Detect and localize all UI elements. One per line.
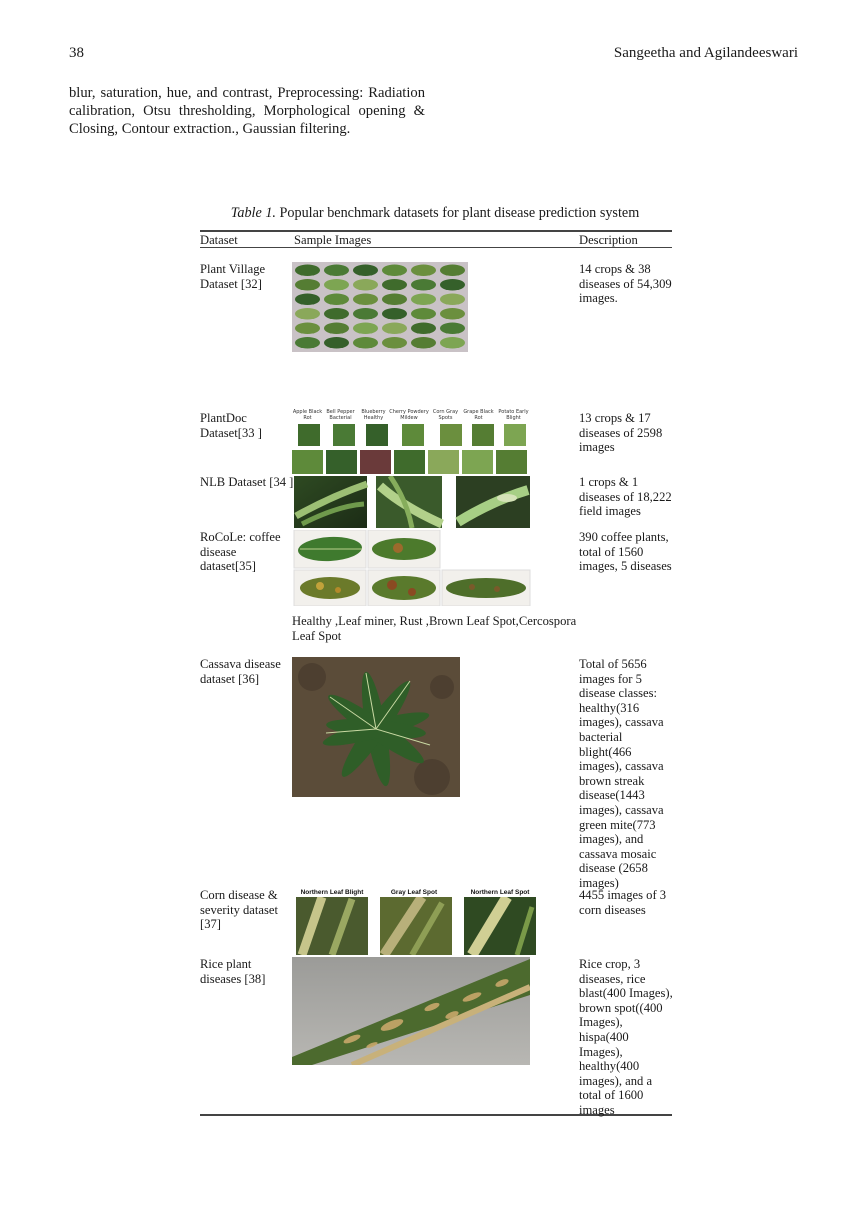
plantdoc-thumbnail	[504, 424, 526, 446]
plantdoc-thumbnail	[496, 450, 527, 474]
plantdoc-photo-strip	[292, 424, 532, 474]
table-top-rule	[200, 230, 672, 232]
leaf-thumbnail	[440, 294, 465, 306]
plantdoc-label: Corn Gray Spots	[432, 409, 459, 421]
plantdoc-thumbnail	[462, 450, 493, 474]
plantdoc-label: Blueberry Healthy	[361, 409, 386, 421]
leaf-thumbnail	[353, 323, 378, 335]
page-number: 38	[69, 45, 84, 61]
column-header-dataset: Dataset	[200, 233, 238, 247]
plantdoc-thumbnail	[292, 450, 323, 474]
leaf-thumbnail	[411, 323, 436, 335]
leaf-thumbnail	[411, 279, 436, 291]
rice-sample-image	[292, 957, 530, 1065]
running-header-authors: Sangeetha and Agilandeeswari	[613, 45, 798, 61]
leaf-thumbnail	[324, 294, 349, 306]
leaf-thumbnail	[295, 265, 320, 277]
table-caption-label: Table 1.	[230, 205, 276, 221]
row-plant-village-dataset: Plant Village Dataset [32]	[200, 262, 266, 291]
row-rocole-description: 390 coffee plants, total of 1560 images, 5 diseases	[579, 530, 672, 574]
row-cassava-description: Total of 5656 images for 5 disease classes: healthy(316 images), cassava bacterial blight(466 images), cassava brown streak disease(1443 images), cassava green mite(773 images), and cassava mosaic disease (2658 images)	[579, 657, 664, 890]
leaf-thumbnail	[353, 265, 378, 277]
leaf-thumbnail	[295, 323, 320, 335]
leaf-thumbnail	[382, 337, 407, 349]
corn-sample-images	[292, 887, 538, 955]
row-corn-description: 4455 images of 3 corn diseases	[579, 888, 667, 917]
leaf-thumbnail	[324, 323, 349, 335]
leaf-thumbnail	[440, 323, 465, 335]
plantdoc-label: Grape Black Rot	[463, 409, 494, 421]
row-rocole-dataset: RoCoLe: coffee disease dataset[35]	[200, 530, 281, 574]
rocole-image-caption: Healthy ,Leaf miner, Rust ,Brown Leaf Spot,Cercospora Leaf Spot	[292, 614, 577, 643]
leaf-thumbnail	[295, 337, 320, 349]
leaf-thumbnail	[382, 294, 407, 306]
corn-label: Gray Leaf Spot	[390, 889, 438, 896]
corn-photo-strip	[292, 897, 538, 955]
column-header-sample-images: Sample Images	[294, 233, 372, 247]
leaf-thumbnail	[295, 308, 320, 320]
column-header-description: Description	[579, 233, 638, 247]
row-rice-dataset: Rice plant diseases [38]	[200, 957, 266, 986]
row-plant-village-description: 14 crops & 38 diseases of 54,309 images.	[579, 262, 672, 306]
plantdoc-label: Bell Pepper Bacterial	[326, 409, 355, 421]
row-nlb-description: 1 crops & 1 diseases of 18,222 field images	[579, 475, 672, 519]
plantdoc-thumbnail	[440, 424, 462, 446]
leaf-thumbnail	[382, 279, 407, 291]
row-cassava-dataset: Cassava disease dataset [36]	[200, 657, 281, 686]
leaf-thumbnail	[353, 308, 378, 320]
plantdoc-label-row	[292, 410, 532, 421]
leaf-thumbnail	[440, 265, 465, 277]
corn-label: Northern Leaf Blight	[300, 889, 364, 896]
leaf-thumbnail	[353, 294, 378, 306]
plantdoc-thumbnail	[428, 450, 459, 474]
leaf-thumbnail	[440, 279, 465, 291]
row-corn-dataset: Corn disease & severity dataset [37]	[200, 888, 278, 932]
leaf-thumbnail	[411, 308, 436, 320]
leaf-thumbnail	[324, 279, 349, 291]
leaf-thumbnail	[382, 308, 407, 320]
plantdoc-label: Apple Black Rot	[292, 409, 323, 421]
leaf-thumbnail	[411, 265, 436, 277]
leaf-thumbnail	[353, 337, 378, 349]
row-plantdoc-description: 13 crops & 17 diseases of 2598 images	[579, 411, 663, 455]
plantdoc-thumbnail	[326, 450, 357, 474]
plantdoc-thumbnail	[360, 450, 391, 474]
leaf-thumbnail	[440, 337, 465, 349]
table-caption-text: Popular benchmark datasets for plant disease prediction system	[279, 205, 640, 221]
leaf-thumbnail	[324, 337, 349, 349]
nlb-sample-images	[292, 476, 532, 528]
leaf-thumbnail	[295, 294, 320, 306]
plantdoc-thumbnail	[298, 424, 320, 446]
row-nlb-dataset: NLB Dataset [34 ]	[200, 475, 294, 489]
plantdoc-thumbnail	[333, 424, 355, 446]
plantdoc-thumbnail	[366, 424, 388, 446]
row-plantdoc-dataset: PlantDoc Dataset[33 ]	[200, 411, 262, 440]
intro-paragraph: blur, saturation, hue, and contrast, Preprocessing: Radiation calibration, Otsu thresholding, Morphological opening & Closing, Contour extraction., Gaussian filtering.	[69, 85, 425, 137]
leaf-thumbnail	[353, 279, 378, 291]
plantdoc-label: Cherry Powdery Mildew	[389, 409, 429, 421]
plantdoc-label: Potato Early Blight	[498, 409, 529, 421]
leaf-thumbnail	[382, 265, 407, 277]
plant-village-sample-grid	[292, 262, 468, 352]
leaf-thumbnail	[382, 323, 407, 335]
table-caption	[150, 205, 720, 222]
plantdoc-thumbnail	[402, 424, 424, 446]
leaf-thumbnail	[411, 337, 436, 349]
leaf-thumbnail	[324, 265, 349, 277]
leaf-thumbnail	[295, 279, 320, 291]
leaf-thumbnail	[411, 294, 436, 306]
plantdoc-thumbnail	[394, 450, 425, 474]
plantdoc-thumbnail	[472, 424, 494, 446]
leaf-thumbnail	[324, 308, 349, 320]
plantdoc-sample-images	[292, 410, 532, 474]
row-rice-description: Rice crop, 3 diseases, rice blast(400 Images), brown spot((400 Images), hispa(400 Images), healthy(400 images), and a total of 1600 images	[579, 957, 673, 1117]
leaf-thumbnail	[440, 308, 465, 320]
cassava-sample-image	[292, 657, 460, 797]
corn-label: Northern Leaf Spot	[470, 889, 530, 896]
rocole-leaf-images	[292, 530, 532, 606]
